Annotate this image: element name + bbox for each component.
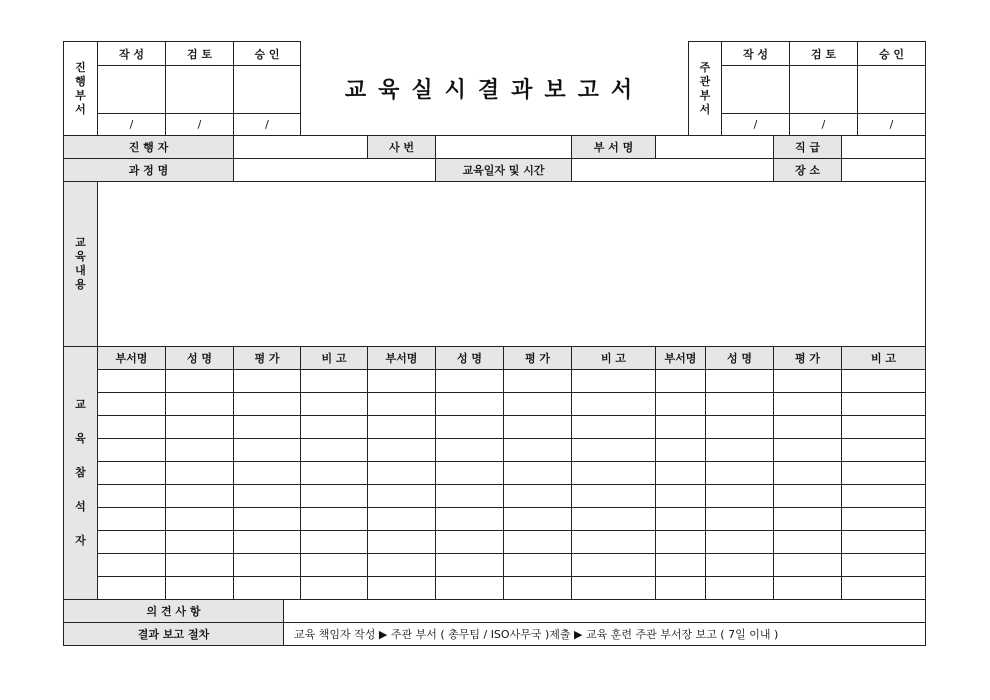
participant-cell[interactable] — [842, 370, 926, 393]
content-field[interactable] — [98, 182, 926, 347]
left-date-review[interactable]: / — [166, 114, 234, 136]
col-note-3: 비 고 — [842, 347, 926, 370]
participant-cell[interactable] — [774, 508, 842, 531]
right-dept-label: 주 관 부 서 — [689, 42, 722, 136]
participant-cell[interactable] — [436, 485, 504, 508]
participant-cell[interactable] — [98, 416, 166, 439]
participant-cell[interactable] — [436, 577, 504, 600]
participant-cell[interactable] — [368, 508, 436, 531]
col-eval-1: 평 가 — [234, 347, 301, 370]
left-sign-review[interactable] — [166, 66, 234, 114]
participant-cell[interactable] — [656, 439, 706, 462]
participant-cell[interactable] — [706, 439, 774, 462]
participant-cell[interactable] — [842, 393, 926, 416]
left-dept-label: 진 행 부 서 — [64, 42, 98, 136]
participant-cell[interactable] — [504, 485, 572, 508]
participant-cell[interactable] — [842, 531, 926, 554]
report-body — [63, 135, 926, 600]
participant-cell[interactable] — [166, 393, 234, 416]
participant-cell[interactable] — [774, 531, 842, 554]
participant-cell[interactable] — [166, 439, 234, 462]
participant-cell[interactable] — [436, 393, 504, 416]
participant-cell[interactable] — [234, 485, 301, 508]
participant-cell[interactable] — [706, 462, 774, 485]
participant-cell[interactable] — [436, 508, 504, 531]
participant-cell[interactable] — [572, 370, 656, 393]
participant-cell[interactable] — [301, 462, 368, 485]
place-field[interactable] — [842, 159, 926, 182]
participant-cell[interactable] — [98, 370, 166, 393]
participant-cell[interactable] — [706, 393, 774, 416]
participant-cell[interactable] — [656, 531, 706, 554]
participant-cell[interactable] — [98, 485, 166, 508]
participant-cell[interactable] — [301, 508, 368, 531]
right-sign-approve[interactable] — [858, 66, 926, 114]
participant-cell[interactable] — [98, 577, 166, 600]
participant-cell[interactable] — [98, 462, 166, 485]
participant-cell[interactable] — [842, 577, 926, 600]
participant-cell[interactable] — [166, 554, 234, 577]
participant-cell[interactable] — [98, 554, 166, 577]
participant-cell[interactable] — [572, 462, 656, 485]
procedure-label: 결과 보고 절차 — [64, 623, 284, 646]
left-date-write[interactable]: / — [98, 114, 166, 136]
participant-cell[interactable] — [504, 508, 572, 531]
right-col-review: 검 토 — [790, 42, 858, 66]
col-note-1: 비 고 — [301, 347, 368, 370]
dept-name-label: 부 서 명 — [572, 136, 656, 159]
participant-cell[interactable] — [368, 554, 436, 577]
col-eval-3: 평 가 — [774, 347, 842, 370]
participant-cell[interactable] — [656, 416, 706, 439]
participant-cell[interactable] — [656, 508, 706, 531]
left-sign-write[interactable] — [98, 66, 166, 114]
participant-cell[interactable] — [572, 393, 656, 416]
rank-label: 직 급 — [774, 136, 842, 159]
participant-cell[interactable] — [706, 554, 774, 577]
table-row — [64, 508, 926, 531]
table-row — [64, 439, 926, 462]
participant-cell[interactable] — [234, 439, 301, 462]
opinion-label: 의 견 사 항 — [64, 600, 284, 623]
table-row — [64, 393, 926, 416]
right-sign-write[interactable] — [722, 66, 790, 114]
left-col-approve: 승 인 — [234, 42, 301, 66]
participant-cell[interactable] — [166, 508, 234, 531]
participant-cell[interactable] — [774, 416, 842, 439]
participant-cell[interactable] — [656, 554, 706, 577]
table-row — [64, 577, 926, 600]
dept-name-field[interactable] — [656, 136, 774, 159]
participant-cell[interactable] — [706, 485, 774, 508]
participant-cell[interactable] — [656, 393, 706, 416]
participant-cell[interactable] — [436, 554, 504, 577]
participant-cell[interactable] — [572, 485, 656, 508]
col-note-2: 비 고 — [572, 347, 656, 370]
participant-cell[interactable] — [706, 416, 774, 439]
participant-cell[interactable] — [234, 393, 301, 416]
participant-cell[interactable] — [656, 577, 706, 600]
col-name-3: 성 명 — [706, 347, 774, 370]
participant-cell[interactable] — [774, 439, 842, 462]
participant-cell[interactable] — [774, 554, 842, 577]
right-date-review[interactable]: / — [790, 114, 858, 136]
participant-cell[interactable] — [98, 508, 166, 531]
participant-cell[interactable] — [436, 531, 504, 554]
participants-header — [64, 347, 926, 370]
participant-cell[interactable] — [368, 577, 436, 600]
participant-cell[interactable] — [572, 508, 656, 531]
table-row — [64, 554, 926, 577]
participant-cell[interactable] — [504, 393, 572, 416]
col-name-2: 성 명 — [436, 347, 504, 370]
participant-cell[interactable] — [301, 393, 368, 416]
right-col-write: 작 성 — [722, 42, 790, 66]
participant-cell[interactable] — [301, 439, 368, 462]
participant-cell[interactable] — [774, 370, 842, 393]
right-sign-review[interactable] — [790, 66, 858, 114]
participant-cell[interactable] — [572, 577, 656, 600]
participant-cell[interactable] — [504, 370, 572, 393]
left-col-write: 작 성 — [98, 42, 166, 66]
content-label: 교 육 내 용 — [64, 182, 98, 347]
participant-cell[interactable] — [166, 485, 234, 508]
rank-field[interactable] — [842, 136, 926, 159]
emp-no-field[interactable] — [436, 136, 572, 159]
participant-cell[interactable] — [572, 531, 656, 554]
participant-cell[interactable] — [368, 416, 436, 439]
right-date-approve[interactable]: / — [858, 114, 926, 136]
participant-cell[interactable] — [166, 577, 234, 600]
left-sign-approve[interactable] — [234, 66, 301, 114]
page-title: 교육실시결과보고서 — [301, 42, 689, 136]
table-row — [64, 370, 926, 393]
participant-cell[interactable] — [774, 485, 842, 508]
participant-cell[interactable] — [234, 577, 301, 600]
participant-cell[interactable] — [656, 462, 706, 485]
participant-cell[interactable] — [706, 508, 774, 531]
participant-cell[interactable] — [842, 508, 926, 531]
participant-cell[interactable] — [504, 577, 572, 600]
participant-cell[interactable] — [436, 439, 504, 462]
table-row — [64, 485, 926, 508]
participant-cell[interactable] — [234, 462, 301, 485]
col-name-1: 성 명 — [166, 347, 234, 370]
participant-cell[interactable] — [436, 370, 504, 393]
conductor-label: 진 행 자 — [64, 136, 234, 159]
participant-cell[interactable] — [572, 439, 656, 462]
course-field[interactable] — [234, 159, 436, 182]
participant-cell[interactable] — [774, 462, 842, 485]
participant-cell[interactable] — [301, 370, 368, 393]
left-col-review: 검 토 — [166, 42, 234, 66]
participant-cell[interactable] — [504, 416, 572, 439]
date-time-label: 교육일자 및 시간 — [436, 159, 572, 182]
participant-cell[interactable] — [842, 462, 926, 485]
participant-cell[interactable] — [301, 577, 368, 600]
participant-cell[interactable] — [504, 439, 572, 462]
participant-cell[interactable] — [504, 462, 572, 485]
participant-cell[interactable] — [368, 370, 436, 393]
participant-cell[interactable] — [301, 485, 368, 508]
left-date-approve[interactable]: / — [234, 114, 301, 136]
participant-cell[interactable] — [656, 370, 706, 393]
table-row — [64, 416, 926, 439]
participant-cell[interactable] — [842, 439, 926, 462]
participant-cell[interactable] — [504, 554, 572, 577]
participant-cell[interactable] — [368, 485, 436, 508]
participant-cell[interactable] — [234, 531, 301, 554]
participant-cell[interactable] — [98, 393, 166, 416]
participant-cell[interactable] — [166, 462, 234, 485]
participant-cell[interactable] — [301, 554, 368, 577]
participant-cell[interactable] — [98, 439, 166, 462]
procedure-text: 교육 책임자 작성 ▶ 주관 부서 ( 총무팀 / ISO사무국 )제출 ▶ 교육 훈련 주관 부서장 보고 ( 7일 이내 ) — [284, 623, 926, 646]
right-col-approve: 승 인 — [858, 42, 926, 66]
participant-cell[interactable] — [166, 416, 234, 439]
participant-cell[interactable] — [368, 531, 436, 554]
conductor-field[interactable] — [234, 136, 368, 159]
participant-cell[interactable] — [368, 393, 436, 416]
participant-cell[interactable] — [656, 485, 706, 508]
report-form — [63, 41, 925, 646]
participant-cell[interactable] — [301, 531, 368, 554]
date-time-field[interactable] — [572, 159, 774, 182]
participant-cell[interactable] — [234, 554, 301, 577]
participant-cell[interactable] — [842, 416, 926, 439]
table-row — [64, 531, 926, 554]
participant-cell[interactable] — [504, 531, 572, 554]
approval-header — [63, 41, 926, 136]
participant-cell[interactable] — [842, 554, 926, 577]
course-label: 과 정 명 — [64, 159, 234, 182]
participant-cell[interactable] — [706, 370, 774, 393]
participant-cell[interactable] — [706, 531, 774, 554]
participant-cell[interactable] — [368, 439, 436, 462]
participant-cell[interactable] — [774, 393, 842, 416]
emp-no-label: 사 번 — [368, 136, 436, 159]
participant-cell[interactable] — [436, 462, 504, 485]
participant-cell[interactable] — [436, 416, 504, 439]
place-label: 장 소 — [774, 159, 842, 182]
col-dept-1: 부서명 — [98, 347, 166, 370]
col-dept-3: 부서명 — [656, 347, 706, 370]
col-dept-2: 부서명 — [368, 347, 436, 370]
participants-label: 교 육 참 석 자 — [64, 347, 98, 600]
opinion-field[interactable] — [284, 600, 926, 623]
participant-cell[interactable] — [166, 370, 234, 393]
participant-cell[interactable] — [572, 554, 656, 577]
participant-cell[interactable] — [301, 416, 368, 439]
participant-cell[interactable] — [368, 462, 436, 485]
participant-cell[interactable] — [706, 577, 774, 600]
participant-cell[interactable] — [572, 416, 656, 439]
right-date-write[interactable]: / — [722, 114, 790, 136]
participant-cell[interactable] — [98, 531, 166, 554]
participant-cell[interactable] — [234, 416, 301, 439]
participant-cell[interactable] — [842, 485, 926, 508]
report-footer — [63, 599, 926, 646]
col-eval-2: 평 가 — [504, 347, 572, 370]
table-row — [64, 462, 926, 485]
participant-cell[interactable] — [234, 508, 301, 531]
participant-cell[interactable] — [774, 577, 842, 600]
participant-cell[interactable] — [234, 370, 301, 393]
participant-cell[interactable] — [166, 531, 234, 554]
